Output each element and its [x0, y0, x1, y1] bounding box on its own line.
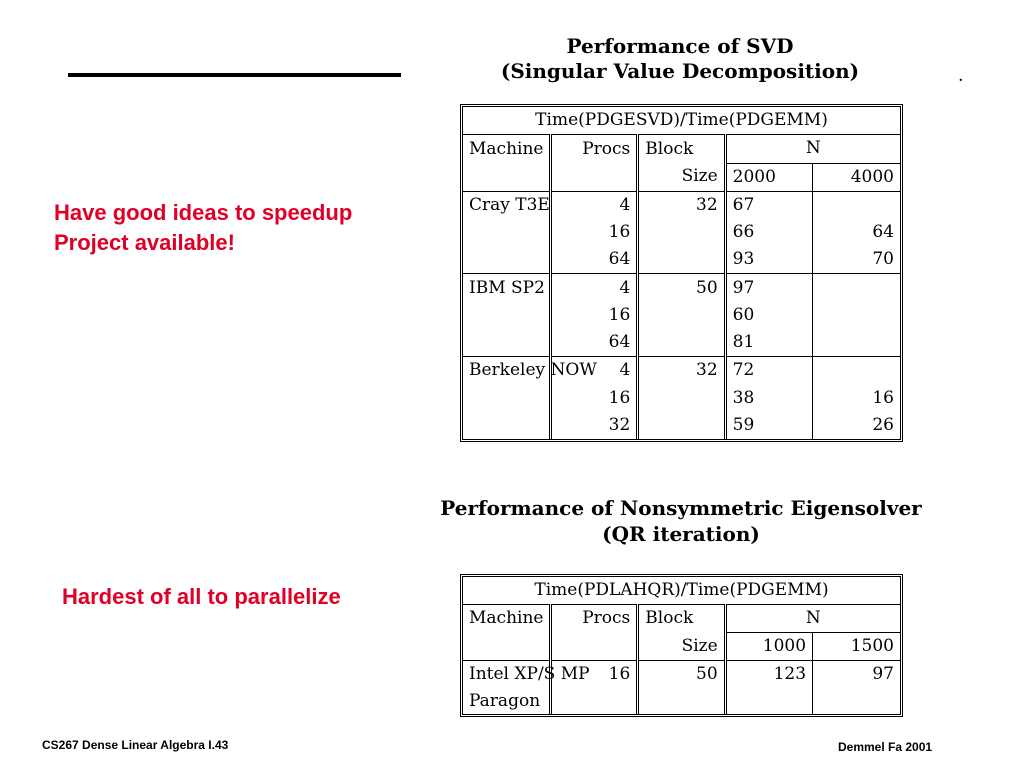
speedup-note-line2: Project available! [54, 230, 235, 255]
svd-title-line2: (Singular Value Decomposition) [500, 59, 860, 83]
header-block-size: Size [638, 163, 725, 191]
header-block-size: Size [638, 633, 725, 661]
stray-dot: . [959, 70, 963, 85]
table-row: Cray T3E 4 32 67 [463, 191, 900, 219]
svd-table-caption: Time(PDGESVD)/Time(PDGEMM) [463, 107, 900, 135]
table-row: 16 38 16 [463, 384, 900, 411]
header-machine: Machine [469, 138, 544, 159]
hardest-note: Hardest of all to parallelize [62, 584, 341, 609]
table-row: IBM SP2 4 50 97 [463, 274, 900, 302]
svd-title [450, 34, 910, 84]
table-row: Paragon [463, 688, 900, 715]
header-n: N [725, 605, 900, 633]
eigensolver-title-line1: Performance of Nonsymmetric Eigensolver [440, 496, 922, 520]
eigensolver-title [398, 495, 964, 547]
header-machine: Machine [469, 608, 544, 629]
footer-author-label: Demmel Fa 2001 [838, 740, 933, 754]
header-n-4000: 4000 [813, 163, 900, 191]
title-underline-rule [68, 73, 401, 77]
header-block: Block [638, 605, 725, 633]
speedup-note [54, 198, 352, 258]
table-row: 32 59 26 [463, 412, 900, 439]
table-row: 64 93 70 [463, 246, 900, 274]
header-n-1000: 1000 [725, 633, 812, 661]
header-procs: Procs [550, 605, 637, 633]
speedup-note-line1: Have good ideas to speedup [54, 200, 353, 225]
footer-course-label: CS267 Dense Linear Algebra I.43 [42, 738, 229, 752]
table-row: Intel XP/S MP 16 50 123 97 [463, 661, 900, 689]
header-block: Block [638, 135, 725, 163]
svd-title-line1: Performance of SVD [566, 34, 794, 58]
eigensolver-performance-table [460, 574, 903, 717]
header-n: N [725, 135, 900, 163]
header-n-2000: 2000 [725, 163, 812, 191]
table-row: Berkeley NOW 4 32 72 [463, 357, 900, 385]
eigensolver-title-line2: (QR iteration) [602, 522, 760, 546]
table-row: 64 81 [463, 329, 900, 357]
table-row: 16 66 64 [463, 219, 900, 246]
svd-performance-table [460, 104, 903, 442]
eig-table-caption: Time(PDLAHQR)/Time(PDGEMM) [463, 577, 900, 605]
header-procs: Procs [550, 135, 637, 163]
table-row: 16 60 [463, 302, 900, 329]
header-n-1500: 1500 [813, 633, 900, 661]
